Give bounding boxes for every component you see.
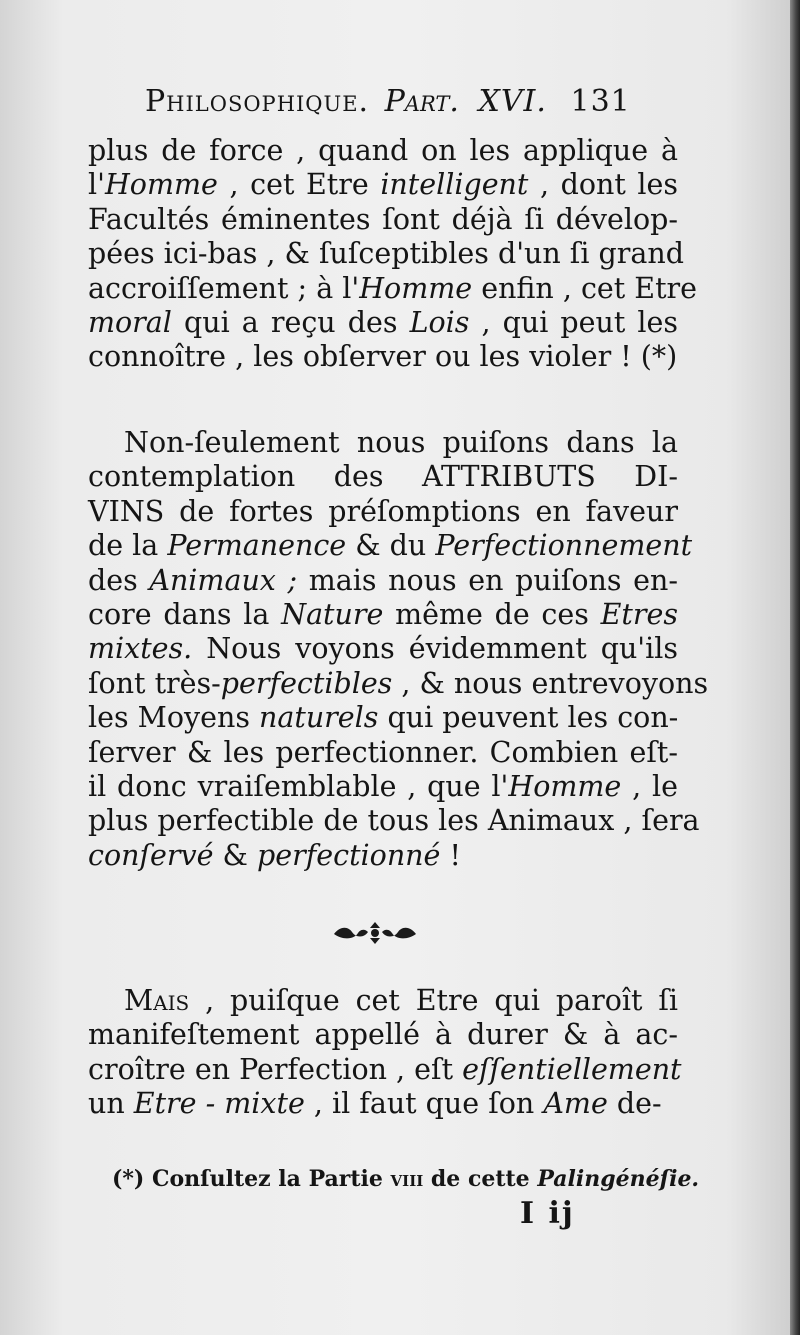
- text-run: connoître , les obſerver ou les violer ! (*): [88, 340, 678, 374]
- text-run: , qui peut les: [469, 305, 678, 339]
- text-run: core dans la: [88, 597, 282, 631]
- text-run: les Moyens: [88, 701, 260, 735]
- text-line: [88, 1087, 678, 1121]
- text-run: eſſentiellement: [462, 1052, 682, 1086]
- text-run: Lois: [409, 305, 470, 339]
- text-run: Homme: [104, 168, 218, 202]
- text-run: Ame: [543, 1087, 608, 1121]
- text-run: mais nous en puiſons en-: [297, 563, 678, 597]
- text-line: [88, 134, 678, 168]
- text-run: Etres: [600, 597, 678, 631]
- text-line: [88, 460, 678, 494]
- text-line: [88, 271, 698, 306]
- text-run: &: [213, 838, 257, 872]
- text-run: pées ici-bas , & ſuſceptibles d'un ſi grand: [88, 237, 684, 271]
- text-run: Nature: [281, 597, 384, 631]
- text-run: l': [88, 168, 105, 202]
- text-line: [88, 804, 700, 838]
- text-run: perfectionné: [256, 838, 441, 872]
- text-run: il donc vraiſemblable , que l': [88, 769, 509, 803]
- text-run: VINS de fortes préſomptions en faveur: [88, 494, 678, 528]
- text-run: Animaux ;: [149, 563, 298, 597]
- text-run: moral: [88, 305, 172, 339]
- text-line: [88, 598, 678, 632]
- text-run: & du: [346, 529, 436, 563]
- text-line: [88, 529, 693, 563]
- text-run: même de ces: [383, 597, 601, 631]
- text-run: de la: [88, 529, 168, 563]
- footnote-part: viii: [390, 1166, 424, 1192]
- text-line: [88, 839, 678, 873]
- text-run: qui peuvent les con-: [378, 701, 679, 735]
- text-run: enfin , cet Etre: [472, 271, 698, 305]
- part-number: XVI.: [478, 84, 547, 119]
- text-run: Non-ſeulement nous puiſons dans la: [124, 426, 678, 459]
- paragraph-1: [88, 134, 698, 375]
- text-line: [88, 1052, 682, 1087]
- text-run: manifeſtement appellé à durer & à ac-: [88, 1018, 678, 1052]
- text-run: ſerver & les perfectionner. Combien eſt-: [88, 735, 678, 769]
- text-line: [88, 340, 678, 374]
- footnote-text: Conſultez la Partie: [144, 1166, 391, 1192]
- running-header: [145, 84, 665, 124]
- text-line: [88, 203, 678, 237]
- text-line: [88, 306, 678, 340]
- text-run: intelligent: [380, 168, 529, 202]
- text-run: Permanence: [167, 529, 347, 563]
- text-run: Nous voyons évidemment qu'ils: [192, 632, 678, 666]
- part-label: Part.: [384, 84, 459, 119]
- text-line: [88, 168, 678, 202]
- footnote-text-2: de cette: [423, 1166, 538, 1192]
- text-run: , puiſque cet Etre qui paroît ſi: [189, 984, 678, 1017]
- text-line: [88, 736, 678, 770]
- text-run: accroiſſement ; à l': [88, 271, 360, 305]
- text-run: des: [88, 563, 150, 597]
- text-line: [88, 632, 678, 666]
- text-run: Mais: [124, 984, 190, 1017]
- text-run: , il faut que ſon: [304, 1087, 544, 1121]
- text-run: de-: [607, 1087, 662, 1121]
- page-edge: [790, 0, 800, 1335]
- text-run: , le: [621, 769, 678, 803]
- text-line: [88, 770, 678, 804]
- text-run: croître en Perfection , eſt: [88, 1052, 463, 1086]
- text-run: qui a reçu des: [171, 305, 410, 339]
- text-run: conſervé: [88, 838, 214, 872]
- footnote-title: Palingénéſie.: [537, 1166, 700, 1192]
- text-run: perfectibles: [220, 666, 393, 700]
- footnote: [112, 1166, 700, 1192]
- text-run: , dont les: [528, 168, 678, 202]
- text-run: contemplation des ATTRIBUTS DI-: [88, 460, 678, 494]
- running-title: Philosophique.: [145, 84, 370, 119]
- text-run: , & nous entrevoyons: [392, 666, 709, 700]
- text-run: Homme: [508, 769, 622, 803]
- text-run: mixtes.: [88, 632, 193, 666]
- text-line: [88, 495, 678, 529]
- text-run: un: [88, 1087, 134, 1121]
- paragraph-2: [88, 426, 709, 873]
- text-run: plus de force , quand on les applique à: [88, 134, 678, 167]
- text-run: !: [440, 838, 461, 872]
- signature-mark: I ij: [520, 1196, 575, 1231]
- text-run: Homme: [359, 271, 473, 305]
- page-number: 131: [570, 84, 631, 119]
- text-line: [88, 701, 678, 735]
- text-line: [88, 237, 684, 271]
- text-run: naturels: [259, 701, 379, 735]
- text-run: , cet Etre: [217, 168, 381, 202]
- fleuron-ornament-icon: [330, 918, 420, 948]
- text-run: plus perfectible de tous les Animaux , ſera: [88, 804, 700, 838]
- text-run: Facultés éminentes ſont déjà ſi dévelop-: [88, 202, 678, 236]
- text-line: [88, 666, 709, 701]
- footnote-mark: (*): [112, 1166, 145, 1192]
- text-run: ſont très-: [88, 666, 221, 700]
- paragraph-3: [88, 984, 682, 1122]
- text-run: Etre - mixte: [133, 1087, 305, 1121]
- text-line: [88, 564, 678, 598]
- text-line: [88, 984, 678, 1018]
- text-line: [88, 426, 678, 460]
- text-line: [88, 1018, 678, 1052]
- text-run: Perfectionnement: [435, 529, 693, 563]
